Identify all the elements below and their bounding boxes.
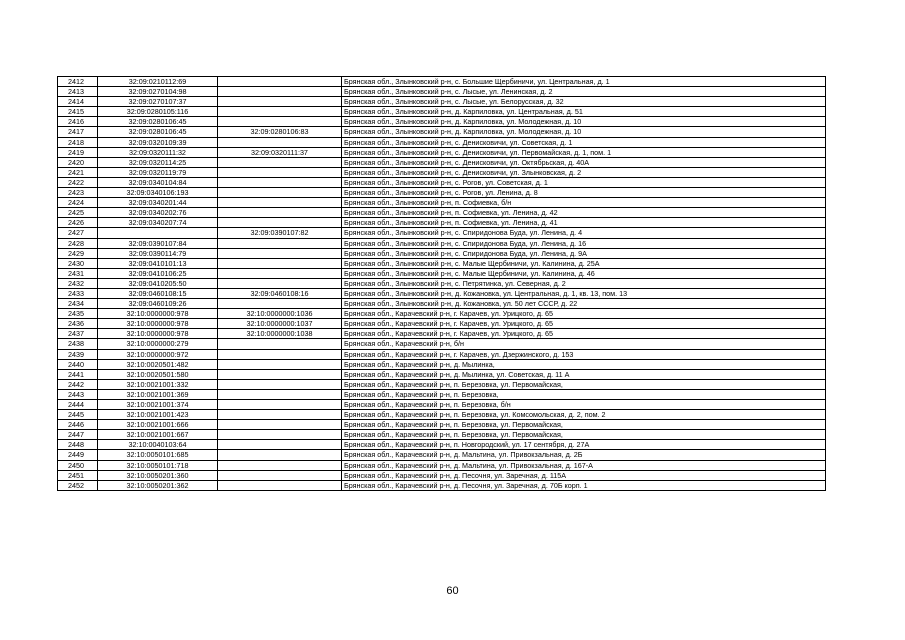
table-row [58, 450, 826, 460]
table-row [58, 309, 826, 319]
table-row [58, 137, 826, 147]
table-row [58, 420, 826, 430]
table-row [58, 77, 826, 87]
linked-cadastral-number-cell [218, 258, 342, 268]
linked-cadastral-number-cell [218, 107, 342, 117]
table-row [58, 208, 826, 218]
address-cell: Брянская обл., Злынковский р-н, п. Софиевка, ул. Ленина, д. 42 [342, 208, 826, 218]
linked-cadastral-number-cell [218, 87, 342, 97]
linked-cadastral-number-cell: 32:09:0460108:16 [218, 288, 342, 298]
linked-cadastral-number-cell [218, 238, 342, 248]
table-row [58, 379, 826, 389]
row-number-cell: 2444 [58, 400, 98, 410]
cadastral-number-cell: 32:09:0460109:26 [98, 299, 218, 309]
address-cell: Брянская обл., Злынковский р-н, д. Карпиловка, ул. Молодежная, д. 10 [342, 127, 826, 137]
linked-cadastral-number-cell: 32:09:0390107:82 [218, 228, 342, 238]
address-cell: Брянская обл., Карачевский р-н, г. Карачев, ул. Урицкого, д. 65 [342, 329, 826, 339]
linked-cadastral-number-cell [218, 299, 342, 309]
row-number-cell: 2424 [58, 198, 98, 208]
linked-cadastral-number-cell: 32:10:0000000:1037 [218, 319, 342, 329]
cadastral-number-cell: 32:10:0020501:580 [98, 369, 218, 379]
linked-cadastral-number-cell [218, 268, 342, 278]
row-number-cell: 2432 [58, 278, 98, 288]
cadastral-number-cell: 32:10:0021001:667 [98, 430, 218, 440]
table-row [58, 177, 826, 187]
cadastral-number-cell: 32:10:0000000:972 [98, 349, 218, 359]
cadastral-number-cell: 32:09:0410101:13 [98, 258, 218, 268]
cadastral-number-cell: 32:09:0320119:79 [98, 167, 218, 177]
cadastral-number-cell: 32:09:0460108:15 [98, 288, 218, 298]
address-cell: Брянская обл., Карачевский р-н, г. Карачев, ул. Урицкого, д. 65 [342, 319, 826, 329]
linked-cadastral-number-cell [218, 450, 342, 460]
linked-cadastral-number-cell [218, 137, 342, 147]
table-row [58, 167, 826, 177]
table-row [58, 87, 826, 97]
linked-cadastral-number-cell [218, 198, 342, 208]
table-row [58, 359, 826, 369]
linked-cadastral-number-cell [218, 339, 342, 349]
table-row [58, 349, 826, 359]
linked-cadastral-number-cell [218, 117, 342, 127]
linked-cadastral-number-cell [218, 420, 342, 430]
row-number-cell: 2416 [58, 117, 98, 127]
row-number-cell: 2428 [58, 238, 98, 248]
linked-cadastral-number-cell [218, 177, 342, 187]
address-cell: Брянская обл., Злынковский р-н, с. Денисковичи, ул. Первомайская, д. 1, пом. 1 [342, 147, 826, 157]
row-number-cell: 2414 [58, 97, 98, 107]
address-cell: Брянская обл., Злынковский р-н, с. Спиридонова Буда, ул. Ленина, д. 16 [342, 238, 826, 248]
address-cell: Брянская обл., Карачевский р-н, г. Карачев, ул. Урицкого, д. 65 [342, 309, 826, 319]
row-number-cell: 2440 [58, 359, 98, 369]
cadastral-number-cell: 32:09:0390114:79 [98, 248, 218, 258]
table-row [58, 198, 826, 208]
page-number: 60 [446, 585, 459, 597]
row-number-cell: 2436 [58, 319, 98, 329]
linked-cadastral-number-cell [218, 430, 342, 440]
cadastral-number-cell: 32:10:0050101:685 [98, 450, 218, 460]
linked-cadastral-number-cell [218, 208, 342, 218]
row-number-cell: 2435 [58, 309, 98, 319]
table-row [58, 288, 826, 298]
table-row [58, 460, 826, 470]
cadastral-number-cell: 32:09:0410205:50 [98, 278, 218, 288]
property-table [57, 76, 826, 491]
row-number-cell: 2442 [58, 379, 98, 389]
row-number-cell: 2417 [58, 127, 98, 137]
address-cell: Брянская обл., Злынковский р-н, с. Рогов, ул. Ленина, д. 8 [342, 188, 826, 198]
address-cell: Брянская обл., Карачевский р-н, п. Березовка, б/н [342, 400, 826, 410]
table-row [58, 369, 826, 379]
address-cell: Брянская обл., Злынковский р-н, с. Малые Щербиничи, ул. Калинина, д. 46 [342, 268, 826, 278]
cadastral-number-cell: 32:09:0340201:44 [98, 198, 218, 208]
address-cell: Брянская обл., Карачевский р-н, п. Березовка, ул. Первомайская, [342, 420, 826, 430]
cadastral-number-cell: 32:09:0270107:37 [98, 97, 218, 107]
row-number-cell: 2425 [58, 208, 98, 218]
address-cell: Брянская обл., Карачевский р-н, д. Мальтина, ул. Привокзальная, д. 2Б [342, 450, 826, 460]
row-number-cell: 2422 [58, 177, 98, 187]
row-number-cell: 2433 [58, 288, 98, 298]
row-number-cell: 2430 [58, 258, 98, 268]
address-cell: Брянская обл., Злынковский р-н, с. Большие Щербиничи, ул. Центральная, д. 1 [342, 77, 826, 87]
row-number-cell: 2445 [58, 410, 98, 420]
linked-cadastral-number-cell [218, 77, 342, 87]
row-number-cell: 2448 [58, 440, 98, 450]
address-cell: Брянская обл., Злынковский р-н, с. Денисковичи, ул. Октябрьская, д. 40А [342, 157, 826, 167]
table-row [58, 258, 826, 268]
address-cell: Брянская обл., Злынковский р-н, с. Рогов, ул. Советская, д. 1 [342, 177, 826, 187]
table-row [58, 238, 826, 248]
table-body [58, 77, 826, 491]
linked-cadastral-number-cell: 32:09:0280106:83 [218, 127, 342, 137]
linked-cadastral-number-cell [218, 278, 342, 288]
cadastral-number-cell: 32:09:0280105:116 [98, 107, 218, 117]
address-cell: Брянская обл., Злынковский р-н, с. Петрятинка, ул. Северная, д. 2 [342, 278, 826, 288]
address-cell: Брянская обл., Карачевский р-н, п. Березовка, [342, 389, 826, 399]
linked-cadastral-number-cell: 32:10:0000000:1038 [218, 329, 342, 339]
address-cell: Брянская обл., Злынковский р-н, д. Кожановка, ул. Центральная, д. 1, кв. 13, пом. 13 [342, 288, 826, 298]
linked-cadastral-number-cell [218, 167, 342, 177]
address-cell: Брянская обл., Злынковский р-н, с. Денисковичи, ул. Советская, д. 1 [342, 137, 826, 147]
address-cell: Брянская обл., Злынковский р-н, с. Денисковичи, ул. Злынковская, д. 2 [342, 167, 826, 177]
cadastral-number-cell: 32:09:0270104:98 [98, 87, 218, 97]
table-row [58, 319, 826, 329]
linked-cadastral-number-cell [218, 157, 342, 167]
cadastral-number-cell: 32:10:0000000:978 [98, 309, 218, 319]
cadastral-number-cell: 32:09:0340106:193 [98, 188, 218, 198]
linked-cadastral-number-cell [218, 188, 342, 198]
address-cell: Брянская обл., Злынковский р-н, д. Кожановка, ул. 50 лет СССР, д. 22 [342, 299, 826, 309]
address-cell: Брянская обл., Карачевский р-н, п. Березовка, ул. Комсомольская, д. 2, пом. 2 [342, 410, 826, 420]
cadastral-number-cell [98, 228, 218, 238]
cadastral-number-cell: 32:10:0050201:362 [98, 480, 218, 490]
row-number-cell: 2438 [58, 339, 98, 349]
row-number-cell: 2434 [58, 299, 98, 309]
table-row [58, 440, 826, 450]
linked-cadastral-number-cell [218, 248, 342, 258]
address-cell: Брянская обл., Карачевский р-н, д. Мальтина, ул. Привокзальная, д. 167-А [342, 460, 826, 470]
cadastral-number-cell: 32:10:0000000:978 [98, 319, 218, 329]
cadastral-number-cell: 32:09:0340207:74 [98, 218, 218, 228]
linked-cadastral-number-cell: 32:09:0320111:37 [218, 147, 342, 157]
table-row [58, 117, 826, 127]
row-number-cell: 2431 [58, 268, 98, 278]
linked-cadastral-number-cell [218, 359, 342, 369]
row-number-cell: 2449 [58, 450, 98, 460]
row-number-cell: 2441 [58, 369, 98, 379]
address-cell: Брянская обл., Злынковский р-н, п. Софиевка, ул. Ленина, д. 41 [342, 218, 826, 228]
address-cell: Брянская обл., Злынковский р-н, д. Карпиловка, ул. Центральная, д. 51 [342, 107, 826, 117]
table-row [58, 389, 826, 399]
cadastral-number-cell: 32:09:0210112:69 [98, 77, 218, 87]
address-cell: Брянская обл., Злынковский р-н, с. Лысые, ул. Ленинская, д. 2 [342, 87, 826, 97]
table-row [58, 228, 826, 238]
row-number-cell: 2415 [58, 107, 98, 117]
linked-cadastral-number-cell [218, 400, 342, 410]
linked-cadastral-number-cell [218, 410, 342, 420]
cadastral-number-cell: 32:09:0390107:84 [98, 238, 218, 248]
row-number-cell: 2426 [58, 218, 98, 228]
cadastral-number-cell: 32:10:0021001:423 [98, 410, 218, 420]
row-number-cell: 2423 [58, 188, 98, 198]
cadastral-number-cell: 32:10:0021001:332 [98, 379, 218, 389]
row-number-cell: 2437 [58, 329, 98, 339]
row-number-cell: 2413 [58, 87, 98, 97]
table-row [58, 188, 826, 198]
row-number-cell: 2419 [58, 147, 98, 157]
address-cell: Брянская обл., Злынковский р-н, с. Малые Щербиничи, ул. Калинина, д. 25А [342, 258, 826, 268]
cadastral-number-cell: 32:10:0020501:482 [98, 359, 218, 369]
table-row [58, 400, 826, 410]
cadastral-number-cell: 32:10:0050101:718 [98, 460, 218, 470]
row-number-cell: 2420 [58, 157, 98, 167]
row-number-cell: 2452 [58, 480, 98, 490]
row-number-cell: 2446 [58, 420, 98, 430]
linked-cadastral-number-cell: 32:10:0000000:1036 [218, 309, 342, 319]
address-cell: Брянская обл., Злынковский р-н, п. Софиевка, б/н [342, 198, 826, 208]
address-cell: Брянская обл., Злынковский р-н, с. Спиридонова Буда, ул. Ленина, д. 9А [342, 248, 826, 258]
cadastral-number-cell: 32:10:0000000:279 [98, 339, 218, 349]
table-row [58, 268, 826, 278]
table-row [58, 97, 826, 107]
cadastral-number-cell: 32:10:0000000:978 [98, 329, 218, 339]
linked-cadastral-number-cell [218, 460, 342, 470]
linked-cadastral-number-cell [218, 480, 342, 490]
cadastral-number-cell: 32:09:0410106:25 [98, 268, 218, 278]
cadastral-number-cell: 32:09:0340104:84 [98, 177, 218, 187]
linked-cadastral-number-cell [218, 379, 342, 389]
row-number-cell: 2418 [58, 137, 98, 147]
row-number-cell: 2412 [58, 77, 98, 87]
table-row [58, 470, 826, 480]
linked-cadastral-number-cell [218, 97, 342, 107]
address-cell: Брянская обл., Карачевский р-н, д. Мылинка, [342, 359, 826, 369]
address-cell: Брянская обл., Карачевский р-н, д. Песочня, ул. Заречная, д. 115А [342, 470, 826, 480]
row-number-cell: 2443 [58, 389, 98, 399]
linked-cadastral-number-cell [218, 218, 342, 228]
linked-cadastral-number-cell [218, 440, 342, 450]
table-row [58, 278, 826, 288]
linked-cadastral-number-cell [218, 349, 342, 359]
table-row [58, 480, 826, 490]
cadastral-number-cell: 32:09:0320111:32 [98, 147, 218, 157]
address-cell: Брянская обл., Карачевский р-н, д. Мылинка, ул. Советская, д. 11 А [342, 369, 826, 379]
table-row [58, 107, 826, 117]
row-number-cell: 2451 [58, 470, 98, 480]
table-row [58, 299, 826, 309]
table-row [58, 127, 826, 137]
row-number-cell: 2447 [58, 430, 98, 440]
table-row [58, 410, 826, 420]
row-number-cell: 2429 [58, 248, 98, 258]
address-cell: Брянская обл., Злынковский р-н, д. Карпиловка, ул. Молодежная, д. 10 [342, 117, 826, 127]
linked-cadastral-number-cell [218, 389, 342, 399]
table-row [58, 430, 826, 440]
cadastral-number-cell: 32:10:0050201:360 [98, 470, 218, 480]
address-cell: Брянская обл., Злынковский р-н, с. Спиридонова Буда, ул. Ленина, д. 4 [342, 228, 826, 238]
cadastral-number-cell: 32:10:0021001:666 [98, 420, 218, 430]
row-number-cell: 2421 [58, 167, 98, 177]
linked-cadastral-number-cell [218, 369, 342, 379]
row-number-cell: 2450 [58, 460, 98, 470]
table-row [58, 339, 826, 349]
cadastral-number-cell: 32:09:0320114:25 [98, 157, 218, 167]
address-cell: Брянская обл., Злынковский р-н, с. Лысые, ул. Белорусская, д. 32 [342, 97, 826, 107]
cadastral-number-cell: 32:09:0280106:45 [98, 127, 218, 137]
cadastral-number-cell: 32:10:0021001:374 [98, 400, 218, 410]
table-row [58, 147, 826, 157]
address-cell: Брянская обл., Карачевский р-н, п. Березовка, ул. Первомайская, [342, 379, 826, 389]
row-number-cell: 2439 [58, 349, 98, 359]
address-cell: Брянская обл., Карачевский р-н, п. Березовка, ул. Первомайская, [342, 430, 826, 440]
cadastral-number-cell: 32:09:0280106:45 [98, 117, 218, 127]
table-row [58, 218, 826, 228]
cadastral-number-cell: 32:09:0320109:39 [98, 137, 218, 147]
linked-cadastral-number-cell [218, 470, 342, 480]
address-cell: Брянская обл., Карачевский р-н, б/н [342, 339, 826, 349]
table-row [58, 329, 826, 339]
cadastral-number-cell: 32:10:0021001:369 [98, 389, 218, 399]
address-cell: Брянская обл., Карачевский р-н, д. Песочня, ул. Заречная, д. 70Б корп. 1 [342, 480, 826, 490]
address-cell: Брянская обл., Карачевский р-н, г. Карачев, ул. Дзержинского, д. 153 [342, 349, 826, 359]
cadastral-number-cell: 32:10:0040103:64 [98, 440, 218, 450]
address-cell: Брянская обл., Карачевский р-н, п. Новгородский, ул. 17 сентября, д. 27А [342, 440, 826, 450]
table-row [58, 157, 826, 167]
cadastral-number-cell: 32:09:0340202:76 [98, 208, 218, 218]
table-row [58, 248, 826, 258]
row-number-cell: 2427 [58, 228, 98, 238]
